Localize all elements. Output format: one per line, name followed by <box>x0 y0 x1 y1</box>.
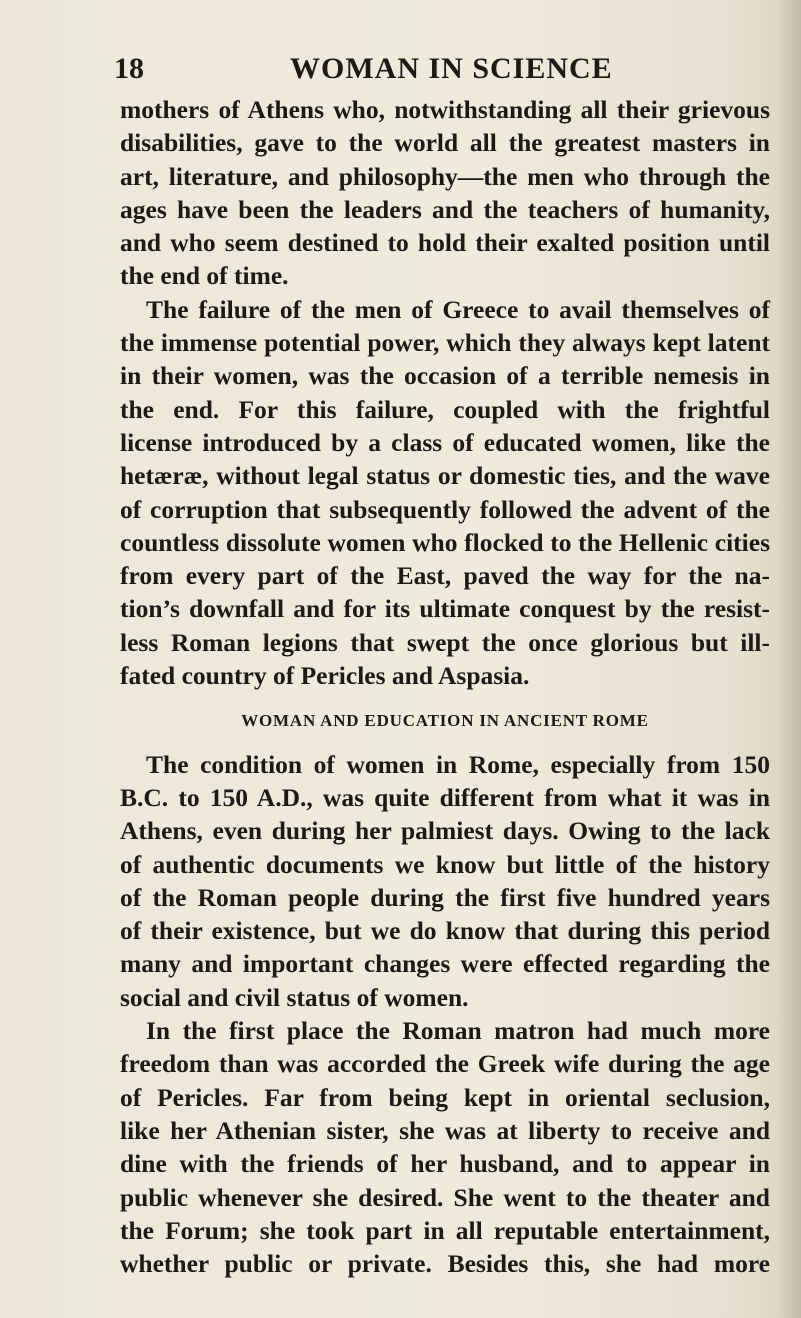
text-line: whether public or private. Besides this, she had more <box>120 1249 770 1279</box>
text-line: dine with the friends of her husband, and to appear in <box>120 1149 770 1179</box>
text-line: tion’s downfall and for its ultimate conquest by the resist- <box>120 594 770 624</box>
text-line: the Forum; she took part in all reputable entertainment, <box>120 1215 770 1245</box>
text-line: art, literature, and philosophy—the men who through the <box>120 161 770 191</box>
text-line: The condition of women in Rome, especially from 150 <box>146 749 770 779</box>
running-head <box>0 52 801 92</box>
text-line: like her Athenian sister, she was at liberty to receive and <box>120 1115 770 1145</box>
text-line: of authentic documents we know but little of the history <box>120 849 770 879</box>
text-line: and who seem destined to hold their exalted position until <box>120 228 770 258</box>
paragraph-4 <box>120 1014 770 1280</box>
text-line: hetæræ, without legal status or domestic ties, and the wave <box>120 461 770 491</box>
text-line: B.C. to 150 A.D., was quite different from what it was in <box>120 782 770 812</box>
text-line: license introduced by a class of educated women, like the <box>120 427 770 457</box>
text-line: of the Roman people during the first five hundred years <box>120 882 770 912</box>
text-line: public whenever she desired. She went to the theater and <box>120 1182 770 1212</box>
text-line: disabilities, gave to the world all the greatest masters in <box>120 128 770 158</box>
page-edge-shadow <box>775 0 801 1318</box>
text-line: of their existence, but we do know that during this period <box>120 916 770 946</box>
text-line: less Roman legions that swept the once glorious but ill- <box>120 627 770 657</box>
paragraph-3 <box>120 748 770 1014</box>
text-line: ages have been the leaders and the teachers of humanity, <box>120 194 770 224</box>
text-line: freedom than was accorded the Greek wife during the age <box>120 1049 770 1079</box>
text-line: social and civil status of women. <box>120 982 469 1012</box>
text-line: The failure of the men of Greece to avail themselves of <box>146 294 770 324</box>
section-heading: WOMAN AND EDUCATION IN ANCIENT ROME <box>241 711 649 731</box>
text-line: of corruption that subsequently followed the advent of the <box>120 494 770 524</box>
text-line: In the first place the Roman matron had much more <box>146 1016 770 1046</box>
text-line: fated country of Pericles and Aspasia. <box>120 661 530 691</box>
text-line: in their women, was the occasion of a terrible nemesis in <box>120 361 770 391</box>
text-line: Athens, even during her palmiest days. Owing to the lack <box>120 816 770 846</box>
text-line: from every part of the East, paved the way for the na- <box>120 561 770 591</box>
text-line: mothers of Athens who, notwithstanding all their grievous <box>120 95 770 124</box>
text-line: many and important changes were effected regarding the <box>120 949 770 979</box>
text-line: countless dissolute women who flocked to the Hellenic cities <box>120 527 770 557</box>
paragraph-2 <box>120 293 770 693</box>
text-line: the end of time. <box>120 261 289 291</box>
body-text <box>120 93 770 1280</box>
text-line: of Pericles. Far from being kept in oriental seclusion, <box>120 1082 770 1112</box>
paragraph-1 <box>120 93 770 293</box>
text-line: the immense potential power, which they always kept latent <box>120 328 770 358</box>
page-number: 18 <box>114 52 144 85</box>
text-line: the end. For this failure, coupled with the frightful <box>120 394 770 424</box>
running-title: WOMAN IN SCIENCE <box>290 52 613 85</box>
